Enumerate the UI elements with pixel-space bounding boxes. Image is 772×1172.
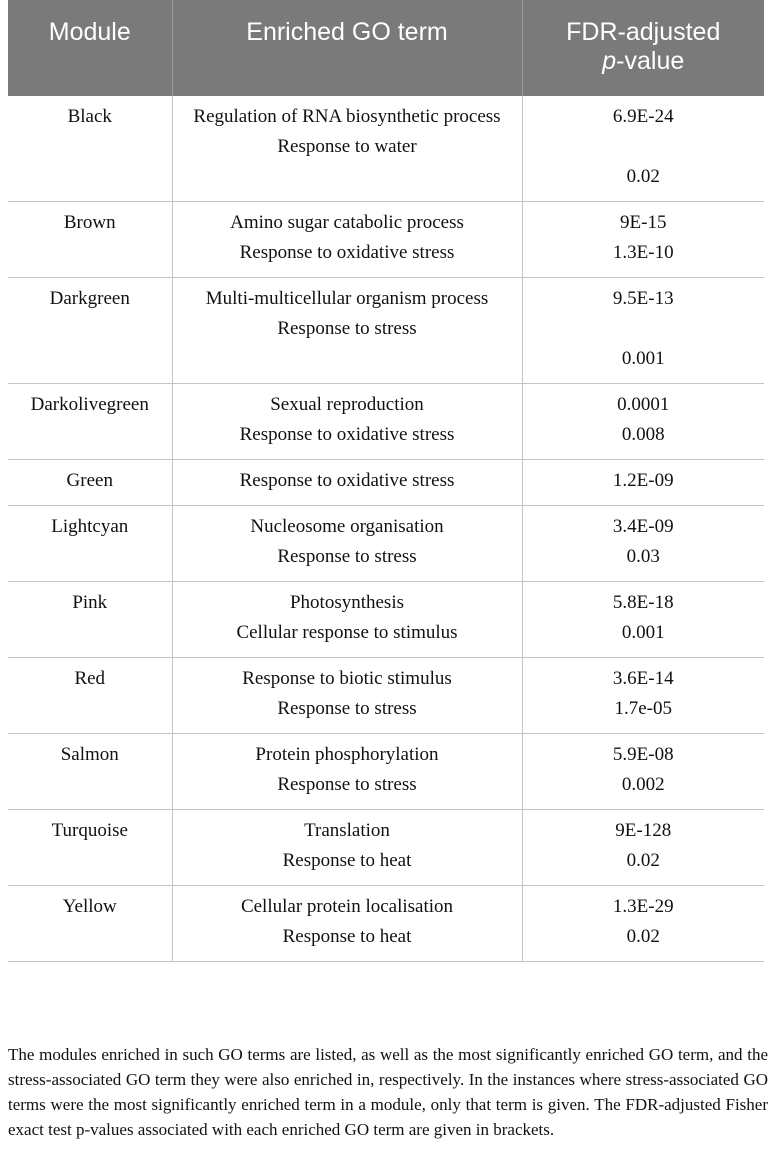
module-cell: Darkolivegreen	[8, 384, 172, 460]
pvalue	[529, 132, 759, 162]
go-term: Regulation of RNA biosynthetic process	[193, 106, 501, 127]
module-cell: Darkgreen	[8, 278, 172, 384]
pvalue-cell	[522, 734, 764, 810]
module-cell: Turquoise	[8, 810, 172, 886]
go-term-cell	[172, 202, 522, 278]
table-row	[8, 582, 764, 658]
pvalue-cell	[522, 886, 764, 962]
header-fdr-pvalue	[522, 0, 764, 96]
table-row	[8, 734, 764, 810]
go-term: Nucleosome organisation	[250, 516, 444, 537]
module-cell: Yellow	[8, 886, 172, 962]
go-term: Translation	[304, 820, 390, 841]
table-row	[8, 658, 764, 734]
table-row	[8, 810, 764, 886]
go-term-cell	[172, 886, 522, 962]
pvalue-cell	[522, 460, 764, 506]
go-term: Response to oxidative stress	[239, 424, 455, 445]
go-term: Cellular response to stimulus	[236, 622, 458, 643]
go-term: Sexual reproduction	[270, 394, 424, 415]
table-header	[8, 0, 764, 96]
pvalue: 1.3E-29	[612, 896, 674, 917]
pvalue: 9E-15	[620, 212, 667, 233]
pvalue: 5.9E-08	[612, 744, 674, 765]
header-module: Module	[8, 0, 172, 96]
go-term: Multi-multicellular organism process	[205, 288, 489, 309]
go-enrichment-table-wrapper	[8, 0, 764, 962]
go-term: Response to stress	[277, 698, 417, 719]
go-term-cell	[172, 96, 522, 202]
pvalue: 6.9E-24	[612, 106, 674, 127]
go-term: Photosynthesis	[289, 592, 405, 613]
pvalue: 3.4E-09	[612, 516, 674, 537]
pvalue: 3.6E-14	[612, 668, 674, 689]
go-term-cell	[172, 460, 522, 506]
pvalue: 0.02	[626, 926, 660, 947]
table-row	[8, 96, 764, 202]
go-term: Amino sugar catabolic process	[230, 212, 464, 233]
table-row	[8, 202, 764, 278]
pvalue: 0.001	[621, 622, 665, 643]
pvalue: 1.3E-10	[612, 242, 674, 263]
pvalue: 0.02	[626, 850, 660, 871]
module-cell: Pink	[8, 582, 172, 658]
pvalue: 1.2E-09	[612, 470, 674, 491]
go-term-cell	[172, 278, 522, 384]
pvalue: 0.002	[621, 774, 665, 795]
table-row	[8, 886, 764, 962]
pvalue	[529, 314, 759, 344]
pvalue: 0.0001	[617, 394, 670, 415]
table-row	[8, 278, 764, 384]
pvalue: 0.03	[626, 546, 660, 567]
table-row	[8, 460, 764, 506]
header-pvalue-suffix: -value	[616, 47, 685, 75]
pvalue-cell	[522, 810, 764, 886]
table-caption: The modules enriched in such GO terms are listed, as well as the most significantly enriched GO term, and the stress-associated GO term they were also enriched in, respectively. In the instances where stress-associated GO terms were the most significantly enriched term in a module, only that term is given. The FDR-adjusted Fisher exact test p-values associated with each enriched GO term are given in brackets.	[8, 1045, 768, 1139]
pvalue: 5.8E-18	[612, 592, 674, 613]
module-cell: Lightcyan	[8, 506, 172, 582]
go-term: Protein phosphorylation	[255, 744, 439, 765]
go-term: Cellular protein localisation	[240, 896, 454, 917]
pvalue: 0.02	[626, 166, 660, 187]
go-term-cell	[172, 734, 522, 810]
go-term: Response to stress	[277, 318, 417, 339]
go-enrichment-table	[8, 0, 764, 962]
pvalue-cell	[522, 658, 764, 734]
module-cell: Salmon	[8, 734, 172, 810]
go-term: Response to stress	[277, 546, 417, 567]
go-term: Response to biotic stimulus	[242, 668, 452, 689]
module-cell: Brown	[8, 202, 172, 278]
go-term: Response to stress	[277, 774, 417, 795]
go-term: Response to oxidative stress	[239, 470, 455, 491]
table-row	[8, 384, 764, 460]
pvalue-cell	[522, 582, 764, 658]
pvalue-cell	[522, 202, 764, 278]
go-term: Response to oxidative stress	[239, 242, 455, 263]
header-go-term: Enriched GO term	[172, 0, 522, 96]
pvalue-cell	[522, 384, 764, 460]
pvalue: 1.7e-05	[614, 698, 672, 719]
pvalue-cell	[522, 96, 764, 202]
go-term-cell	[172, 384, 522, 460]
table-body	[8, 96, 764, 962]
pvalue: 0.008	[621, 424, 665, 445]
go-term: Response to heat	[282, 850, 412, 871]
go-term-cell	[172, 582, 522, 658]
pvalue: 9E-128	[615, 820, 672, 841]
header-row	[8, 0, 764, 96]
header-pvalue-prefix: FDR-adjusted	[566, 18, 721, 46]
go-term: Response to water	[277, 136, 417, 157]
pvalue: 9.5E-13	[612, 288, 674, 309]
go-term-cell	[172, 810, 522, 886]
table-row	[8, 506, 764, 582]
go-term: Response to heat	[282, 926, 412, 947]
module-cell: Black	[67, 106, 112, 127]
go-term-cell	[172, 658, 522, 734]
module-cell: Green	[8, 460, 172, 506]
go-term-cell	[172, 506, 522, 582]
pvalue: 0.001	[621, 348, 665, 369]
pvalue-cell	[522, 506, 764, 582]
pvalue-cell	[522, 278, 764, 384]
header-pvalue-italic: p	[602, 47, 617, 75]
module-cell: Red	[8, 658, 172, 734]
